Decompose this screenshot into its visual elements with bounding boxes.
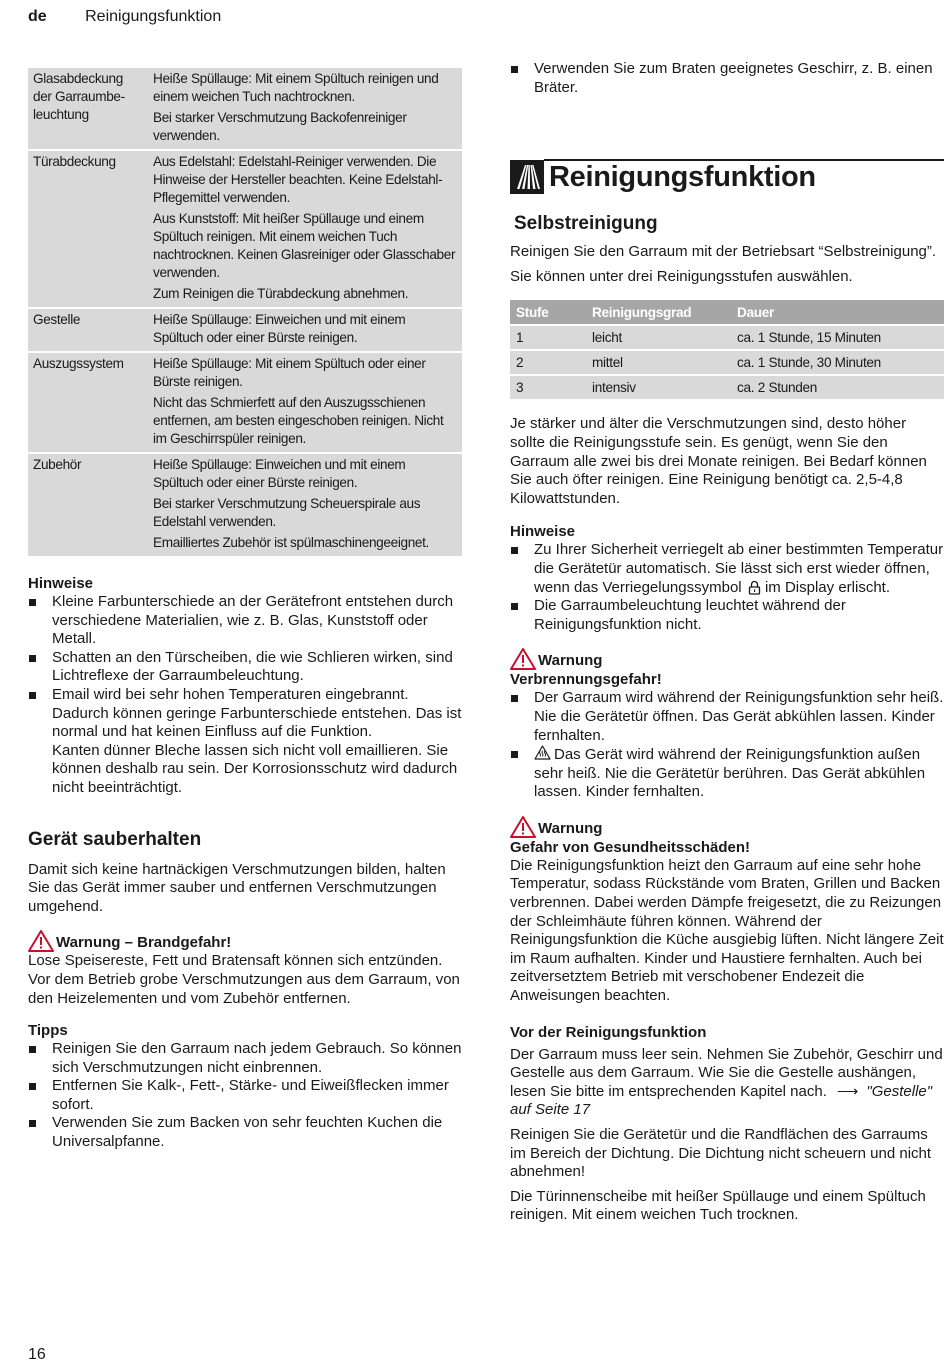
instruction-paragraph: Aus Kunststoff: Mit heißer Spüllauge und einem Spültuch reinigen. Mit einem weichen Tuch nachtrocknen. Keinen Glasreiniger oder Glasschaber verwenden. bbox=[153, 211, 456, 280]
instruction-paragraph: Nicht das Schmierfett auf den Auszugsschienen entfernen, am besten eingeschoben reinigen. Nicht im Geschirrspüler reinigen. bbox=[153, 395, 444, 446]
table-row bbox=[28, 150, 462, 308]
col-header-level: Stufe bbox=[510, 300, 586, 325]
table-cell: leicht bbox=[586, 325, 731, 350]
list-item: Verwenden Sie zum Backen von sehr feuchten Kuchen die Universalpfanne. bbox=[28, 1114, 462, 1151]
table-cell: 2 bbox=[510, 350, 586, 375]
instruction-paragraph: Aus Edelstahl: Edelstahl-Reiniger verwenden. Die Hinweise der Hersteller beachten. Keine Edelstahl-Pflegemittel verwenden. bbox=[153, 154, 443, 205]
table-row bbox=[28, 308, 462, 352]
before-cleaning-text-1 bbox=[510, 1046, 944, 1120]
before-cleaning-title: Vor der Reinigungsfunktion bbox=[510, 1023, 707, 1041]
right-notes-list bbox=[510, 541, 944, 634]
table-header-row bbox=[510, 300, 944, 325]
list-item: Schatten an den Türscheiben, die wie Schlieren wirken, sind Lichtreflexe der Garraumbeleuchtung. bbox=[28, 649, 462, 686]
list-item: Verwenden Sie zum Braten geeignetes Geschirr, z. B. einen Bräter. bbox=[510, 60, 944, 97]
table-cell: ca. 1 Stunde, 30 Minuten bbox=[731, 350, 944, 375]
list-item: Kleine Farbunterschiede an der Gerätefront entstehen durch verschiedene Materialien, wie z. B. Glas, Kunststoff oder Metall. bbox=[28, 593, 462, 649]
tips-list bbox=[28, 1040, 462, 1152]
table-row bbox=[28, 453, 462, 557]
instruction-paragraph: Heiße Spüllauge: Mit einem Spültuch reinigen und einem weichen Tuch nachtrocknen. bbox=[153, 71, 439, 104]
instruction-paragraph: Heiße Spüllauge: Mit einem Spültuch oder einer Bürste reinigen. bbox=[153, 356, 426, 389]
health-warning-subtitle: Gefahr von Gesundheitsschäden! bbox=[510, 838, 751, 856]
cleaning-part bbox=[28, 352, 148, 453]
part-name-line: Auszugssystem bbox=[33, 356, 124, 371]
list-item: Die Garraumbeleuchtung leuchtet während der Reinigungsfunktion nicht. bbox=[510, 597, 944, 634]
table-row bbox=[510, 375, 944, 400]
cleaning-part bbox=[28, 453, 148, 557]
health-warning-heading bbox=[510, 816, 944, 838]
health-warning-title: Warnung bbox=[538, 819, 603, 837]
self-cleaning-levels-intro: Sie können unter drei Reinigungsstufen auswählen. bbox=[510, 267, 853, 285]
col-header-duration: Dauer bbox=[731, 300, 944, 325]
cleaning-function-icon bbox=[510, 160, 544, 194]
right-notes-title: Hinweise bbox=[510, 523, 576, 541]
table-row bbox=[510, 325, 944, 350]
note-edges-text: Kanten dünner Bleche lassen sich nicht voll emaillieren. Sie können deshalb rau sein. Der Korrosionsschutz wird dadurch nicht beeinträchtigt. bbox=[52, 741, 458, 796]
part-name-line: der Garraumbe- bbox=[33, 89, 125, 104]
chapter-heading bbox=[510, 160, 944, 194]
instruction-paragraph: Zum Reinigen die Türabdeckung abnehmen. bbox=[153, 286, 409, 301]
burn-warning-title: Warnung bbox=[538, 652, 603, 670]
hot-surface-icon bbox=[534, 745, 551, 760]
list-item: Der Garraum wird während der Reinigungsfunktion sehr heiß. Nie die Gerätetür öffnen. Das Gerät abkühlen lassen. Kinder fernhalten. bbox=[510, 689, 944, 745]
language-code: de bbox=[28, 8, 47, 25]
before-cleaning-text-2: Reinigen Sie die Gerätetür und die Randflächen des Garraums im Bereich der Dichtung. Die Dichtung nicht scheuern und nicht abnehmen! bbox=[510, 1126, 932, 1181]
self-cleaning-intro: Reinigen Sie den Garraum mit der Betriebsart “Selbstreinigung”. bbox=[510, 243, 937, 261]
right-column bbox=[510, 60, 944, 1225]
before-cleaning-instructions: Der Garraum muss leer sein. Nehmen Sie Zubehör, Geschirr und Gestelle aus dem Garraum. Wie Sie die Gestelle aushängen, lesen Sie bitte im entsprechenden Kapitel nach. bbox=[510, 1045, 943, 1100]
table-row bbox=[510, 350, 944, 375]
fire-warning-text: Lose Speisereste, Fett und Bratensaft können sich entzünden. Vor dem Betrieb grobe Verschmutzungen aus dem Garraum, von den Heizelementen und vom Zubehör entfernen. bbox=[28, 952, 460, 1007]
table-row bbox=[28, 352, 462, 453]
keep-clean-title: Gerät sauberhalten bbox=[28, 828, 202, 850]
part-name-line: Türabdeckung bbox=[33, 154, 116, 169]
header-title: Reinigungsfunktion bbox=[85, 8, 222, 25]
left-notes bbox=[28, 574, 462, 798]
note-email-text: Email wird bei sehr hohen Temperaturen eingebrannt. Dadurch können geringe Farbunterschiede entstehen. Das ist normal und hat keinen Einfluss auf die Funktion. bbox=[52, 685, 462, 741]
keep-clean-text: Damit sich keine hartnäckigen Verschmutzungen bilden, halten Sie das Gerät immer sauber und entfernen Verschmutzungen umgehend. bbox=[28, 860, 446, 915]
page-number: 16 bbox=[28, 1346, 46, 1363]
table-cell: ca. 2 Stunden bbox=[731, 375, 944, 400]
frying-tip-list bbox=[510, 60, 944, 97]
table-cell: 3 bbox=[510, 375, 586, 400]
list-item: Reinigen Sie den Garraum nach jedem Gebrauch. So können sich Verschmutzungen nicht einbrennen. bbox=[28, 1040, 462, 1077]
list-item: Entfernen Sie Kalk-, Fett-, Stärke- und Eiweißflecken immer sofort. bbox=[28, 1077, 462, 1114]
part-name-line: Zubehör bbox=[33, 457, 82, 472]
self-cleaning-title: Selbstreinigung bbox=[514, 213, 658, 235]
instruction-paragraph: Bei starker Verschmutzung Backofenreiniger verwenden. bbox=[153, 110, 407, 143]
cleaning-level-advice: Je stärker und älter die Verschmutzungen sind, desto höher sollte die Reinigungsstufe sein. Es genügt, wenn Sie den Garraum alle zwei bis drei Monate reinigen. Bei Bedarf können Sie auch öfter reinigen. Eine Reinigung benötigt ca. 2,5-4,8 Kilowattstunden. bbox=[510, 415, 927, 507]
page-header bbox=[28, 8, 221, 26]
cleaning-levels-table bbox=[510, 300, 944, 401]
burn-warning-subtitle: Verbrennungsgefahr! bbox=[510, 671, 662, 689]
part-name-line: leuchtung bbox=[33, 107, 89, 122]
cleaning-part bbox=[28, 68, 148, 150]
cleaning-part bbox=[28, 150, 148, 308]
cleaning-part bbox=[28, 308, 148, 352]
cleaning-instructions bbox=[148, 308, 462, 352]
burn-warning-item-2: Das Gerät wird während der Reinigungsfunktion außen sehr heiß. Nie die Gerätetür berühren. Das Gerät abkühlen lassen. Kinder fernhalten. bbox=[534, 746, 926, 801]
instruction-paragraph: Bei starker Verschmutzung Scheuerspirale aus Edelstahl verwenden. bbox=[153, 496, 421, 529]
list-item bbox=[510, 745, 944, 802]
warning-triangle-icon bbox=[510, 816, 536, 838]
chapter-title: Reinigungsfunktion bbox=[549, 160, 816, 193]
warning-triangle-icon bbox=[28, 930, 54, 952]
health-warning-text: Die Reinigungsfunktion heizt den Garraum auf eine sehr hohe Temperatur, sodass Rückstände vom Braten, Grillen und Backen verbrennen. Dabei werden Dämpfe freigesetzt, die zu Reizungen der Schleimhäute führen können. Während der Reinigungsfunktion die Küche ausgiebig lüften. Nicht längere Zeit im Raum aufhalten. Kinder und Haustiere fernhalten. Auch bei zeitversetztem Betrieb mit verschobener Endezeit die Anweisungen beachten. bbox=[510, 856, 944, 1005]
lock-icon bbox=[748, 580, 761, 595]
cleaning-instructions bbox=[148, 150, 462, 308]
burn-warning-list bbox=[510, 689, 944, 802]
part-name-line: Glasabdeckung bbox=[33, 71, 123, 86]
list-item bbox=[28, 686, 462, 798]
cleaning-instructions bbox=[148, 68, 462, 150]
part-name-line: Gestelle bbox=[33, 312, 81, 327]
table-cell: ca. 1 Stunde, 15 Minuten bbox=[731, 325, 944, 350]
arrow-right-icon: ⟶ bbox=[836, 1082, 859, 1100]
cleaning-instructions bbox=[148, 352, 462, 453]
cleaning-instructions bbox=[148, 453, 462, 557]
table-cell: 1 bbox=[510, 325, 586, 350]
table-cell: intensiv bbox=[586, 375, 731, 400]
left-notes-list bbox=[28, 593, 462, 798]
instruction-paragraph: Heiße Spüllauge: Einweichen und mit einem Spültuch oder einer Bürste reinigen. bbox=[153, 312, 406, 345]
left-notes-title: Hinweise bbox=[28, 575, 94, 592]
door-lock-note-end: im Display erlischt. bbox=[764, 578, 890, 596]
warning-triangle-icon bbox=[510, 648, 536, 670]
tips-title: Tipps bbox=[28, 1022, 68, 1040]
list-item bbox=[510, 541, 944, 597]
fire-warning-heading bbox=[28, 930, 462, 952]
fire-warning-title: Warnung – Brandgefahr! bbox=[56, 934, 232, 952]
cleaning-table bbox=[28, 68, 462, 558]
burn-warning-heading bbox=[510, 648, 944, 670]
instruction-paragraph: Emailliertes Zubehör ist spülmaschinengeeignet. bbox=[153, 535, 429, 550]
racks-page-link[interactable]: "Gestelle" auf Seite 17 bbox=[510, 1082, 933, 1119]
table-row bbox=[28, 68, 462, 150]
table-cell: mittel bbox=[586, 350, 731, 375]
instruction-paragraph: Heiße Spüllauge: Einweichen und mit einem Spültuch oder einer Bürste reinigen. bbox=[153, 457, 406, 490]
left-column bbox=[28, 68, 462, 1152]
before-cleaning-text-3: Die Türinnenscheibe mit heißer Spüllauge und einem Spültuch reinigen. Mit einem weichen Tuch trocknen. bbox=[510, 1187, 926, 1224]
col-header-degree: Reinigungsgrad bbox=[586, 300, 731, 325]
door-lock-note: Zu Ihrer Sicherheit verriegelt ab einer bestimmten Temperatur die Gerätetür automatisch. Sie lässt sich erst wieder öffnen, wenn das Verriegelungssymbol bbox=[534, 541, 944, 596]
